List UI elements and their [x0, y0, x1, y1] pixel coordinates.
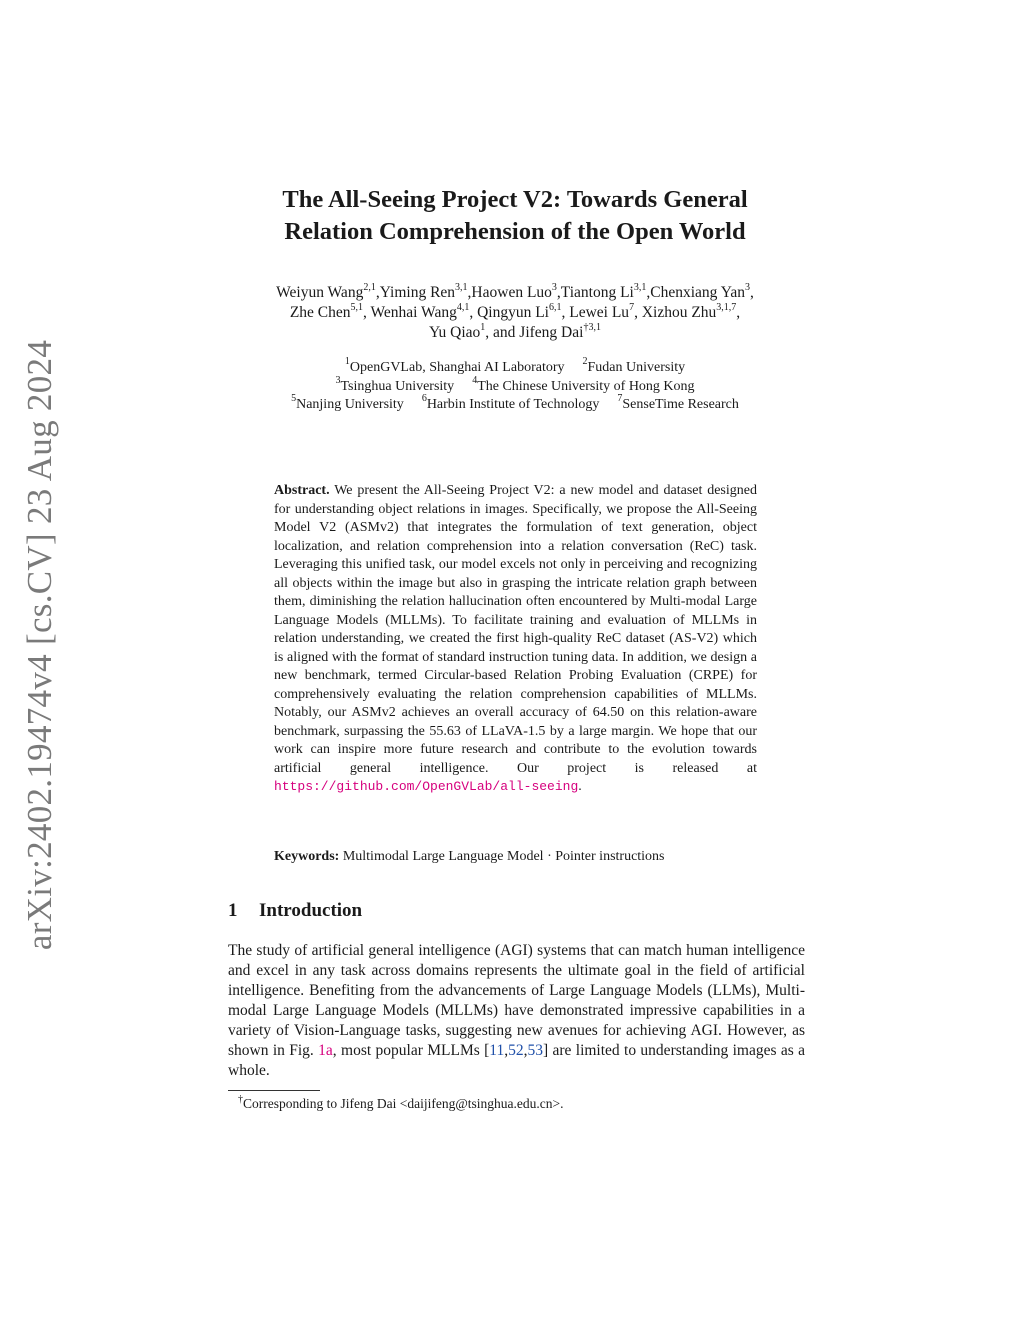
section-heading	[228, 899, 362, 923]
footnote-rule	[228, 1090, 320, 1091]
author-line-3: Yu Qiao$^1$, and Jifeng Dai$^{\dagger 3,1}$	[429, 321, 601, 341]
affiliation-line-1	[180, 356, 850, 378]
affiliation-name: OpenGVLab, Shanghai AI Laboratory	[349, 360, 565, 375]
introduction-paragraph: The study of artificial general intelligence (AGI) systems that can match human intelligence and excel in any task across domains represents the ultimate goal in the field of artificial intelligence. Benefiting from the advancements of Large Language Models (LLMs), Multi-modal Large Language Models (MLLMs) have demonstrated impressive capabilities in a variety of Vision-Language tasks, suggesting new avenues for achieving AGI. However, as shown in Fig. 1a, most popular MLLMs [11,52,53] are limited to understanding images as a whole.	[228, 942, 806, 1079]
author-affil-sup: 2,1	[363, 281, 376, 293]
affiliation-item	[344, 356, 565, 375]
project-link[interactable]: https://github.com/OpenGVLab/all-seeing	[274, 779, 579, 794]
keywords-heading: Keywords:	[274, 849, 340, 864]
keywords-block	[274, 848, 757, 867]
affiliation-item	[582, 356, 686, 375]
affiliation-item	[421, 393, 600, 412]
author-list	[180, 283, 850, 343]
affiliation-line-2	[180, 374, 850, 397]
author-conjunction: and	[493, 324, 516, 341]
citation-link[interactable]: 11	[489, 1042, 505, 1059]
author-affil-sup: †3,1	[583, 321, 601, 333]
affiliation-sup: 1	[344, 356, 350, 368]
author-name: Chenxiang Yan	[650, 284, 745, 301]
author-affil-sup: 5,1	[350, 301, 364, 313]
author-name: Jifeng Dai	[519, 324, 584, 341]
arxiv-identifier-text: arXiv:2402.19474v4 [cs.CV] 23 Aug 2024	[20, 339, 59, 951]
section-number: 1	[228, 900, 238, 921]
affiliation-name: Nanjing University	[296, 397, 404, 412]
affiliation-item	[335, 374, 455, 394]
affiliation-sup: 5	[291, 393, 297, 405]
abstract-block	[274, 482, 757, 797]
author-affil-sup: 6,1	[548, 301, 562, 313]
affiliation-name: Tsinghua University	[340, 378, 455, 394]
author-affil-sup: 3,1	[633, 281, 647, 293]
affiliation-sup: 6	[421, 393, 427, 405]
paper-title	[180, 184, 850, 248]
affiliation-line-3	[180, 393, 850, 415]
author-name: Zhe Chen	[289, 304, 351, 321]
citation-link[interactable]: 53	[527, 1042, 543, 1059]
citation-link[interactable]: 52	[508, 1042, 524, 1059]
affiliation-sup: 7	[617, 393, 623, 405]
author-affil-sup: 1	[480, 321, 486, 333]
author-affil-sup: 3,1	[455, 281, 468, 293]
footnote-text: Corresponding to Jifeng Dai <daijifeng@tsinghua.edu.cn>.	[243, 1096, 564, 1111]
section-title: Introduction	[259, 900, 363, 921]
author-affil-sup: 3,1,7	[716, 301, 737, 313]
author-line-2: Zhe Chen$^{5,1}$, Wenhai Wang$^{4,1}$, Qingyun Li$^{6,1}$, Lewei Lu$^7$, Xizhou Zhu$^{3,1,7}$,	[289, 301, 741, 321]
author-name: Qingyun Li	[477, 304, 549, 321]
affiliation-sup: 4	[472, 374, 478, 386]
title-line-1: The All-Seeing Project V2: Towards General	[282, 186, 748, 213]
author-affil-sup: 4,1	[456, 301, 470, 313]
author-name: Wenhai Wang	[370, 304, 457, 321]
author-name: Haowen Luo	[471, 284, 552, 301]
affiliation-sup: 3	[335, 374, 341, 386]
arxiv-sidebar-identifier	[18, 339, 62, 951]
affiliation-sup: 2	[582, 356, 588, 368]
intro-text-b: , most popular MLLMs [	[332, 1042, 490, 1059]
affiliation-list	[180, 356, 850, 415]
footnote	[238, 1095, 563, 1113]
affiliation-item	[472, 374, 695, 394]
affiliation-name: SenseTime Research	[622, 397, 739, 412]
intro-text-a: The study of artificial general intelligence (AGI) systems that can match human intelligence and excel in any task across domains represents the ultimate goal in the field of artificial intelligence. Benefiting from the advancements of Large Language Models (LLMs), Multi-modal Large Language Models (MLLMs) have demonstrated impressive capabilities in a variety of Vision-Language tasks, suggesting new avenues for achieving AGI. However, as shown in Fig.	[228, 942, 805, 1059]
affiliation-item	[291, 393, 404, 412]
author-affil-sup: 3	[551, 281, 557, 293]
author-name: Yiming Ren	[379, 284, 456, 301]
author-name: Tiantong Li	[560, 284, 634, 301]
affiliation-name: The Chinese University of Hong Kong	[477, 378, 695, 394]
author-name: Xizhou Zhu	[641, 304, 717, 321]
author-name: Weiyun Wang	[276, 284, 364, 301]
intro-text-c: ] are limited to understanding images as a whole.	[228, 1042, 806, 1079]
author-line-1: Weiyun Wang$^{2,1}$,Yiming Ren$^{3,1}$,Haowen Luo$^3$,Tiantong Li$^{3,1}$,Chenxiang Yan$^3$,	[276, 281, 754, 301]
abstract-heading: Abstract.	[274, 483, 330, 498]
author-affil-sup: 7	[629, 301, 635, 313]
abstract-body: We present the All-Seeing Project V2: a new model and dataset designed for understanding object relations in images. Specifically, we propose the All-Seeing Model V2 (ASMv2) that integrates the formulation of text generation, object localization, and relation comprehension into a relation conversation (ReC) task. Leveraging this unified task, our model excels not only in perceiving and recognizing all objects within the image but also in grasping the intricate relation graph between them, diminishing the relation hallucination often encountered by Multi-modal Large Language Models (MLLMs). To facilitate training and evaluation of MLLMs in relation understanding, we created the first high-quality ReC dataset (AS-V2) which is aligned with the format of standard instruction tuning data. In addition, we design a new benchmark, termed Circular-based Relation Probing Evaluation (CRPE) for comprehensively evaluating the relation comprehension capabilities of MLLMs. Notably, our ASMv2 achieves an overall accuracy of 64.50 on this relation-aware benchmark, surpassing the 55.63 of LLaVA-1.5 by a large margin. We hope that our work can inspire more future research and contribute to the evolution towards artificial general intelligence. Our project is released at	[274, 483, 757, 776]
affiliation-item	[617, 393, 739, 412]
footnote-mark: †	[238, 1093, 243, 1105]
affiliation-name: Harbin Institute of Technology	[426, 397, 600, 412]
title-line-2: Relation Comprehension of the Open World	[284, 218, 746, 245]
figure-reference-link[interactable]: 1a	[318, 1042, 333, 1059]
affiliation-name: Fudan University	[587, 360, 686, 375]
abstract-end: .	[578, 779, 582, 794]
keywords-body: Multimodal Large Language Model · Pointer instructions	[342, 849, 665, 864]
author-affil-sup: 3	[744, 281, 750, 293]
author-name: Yu Qiao	[429, 324, 481, 341]
author-name: Lewei Lu	[569, 304, 630, 321]
